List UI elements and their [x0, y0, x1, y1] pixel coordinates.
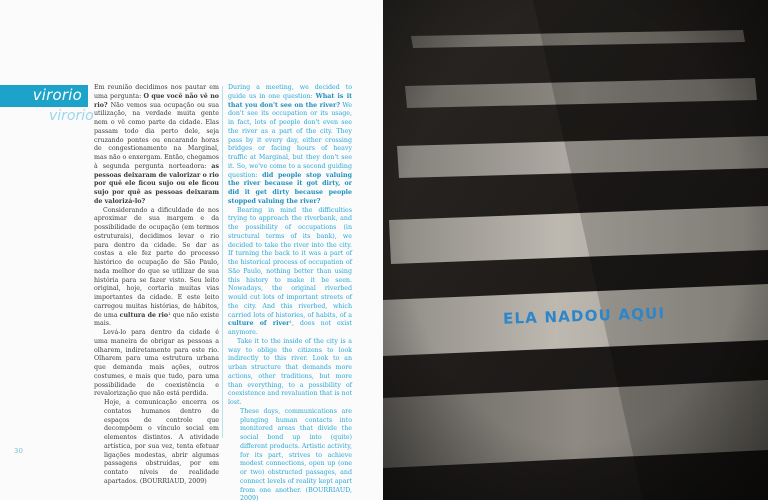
crosswalk-photo [383, 0, 768, 500]
en-paragraph-3: Take it to the inside of the city is a way to oblige the citizens to look indirectly to this river. Look to an urban structure that demands more actions, other traditions, but more than everything, to a possibility of coexistence and revaluation that is not lost. [228, 337, 353, 406]
section-title-bar [0, 85, 88, 107]
portuguese-column [94, 84, 219, 487]
en-paragraph-1: During a meeting, we decided to guide us in one question: What is it that you don't see on the river? We don't see its occupation or its usage, in fact, lots of people don't even see the river as a part of the city. They pass by it every day, either crossing bridges or facing hours of heavy traffic at Marginal, but they don't see it. So, we've come to a second guiding question: did people stop valuing the river because it got dirty, or did it get dirty because people stopped valuing the river? [228, 84, 353, 205]
page-number: 30 [14, 447, 23, 455]
english-column [228, 84, 352, 504]
section-title-echo: virorio [49, 108, 94, 124]
pt-block-quote: Hoje, a comunicação encerra os contatos humanos dentro de espaços de controle que decompõem o vínculo social em elementos distintos. A atividade artística, por sua vez, tenta efetuar ligações modestas, abrir algumas passagens obstruídas, por em contato níveis de realidade apartados. (BOURRIAUD, 2009) [104, 399, 219, 485]
vignette [383, 0, 768, 500]
en-paragraph-2: Bearing in mind the difficulties trying to approach the riverbank, and the possibility of occupations (in structural terms of its bank), we decided to take the river into the city. If turning the back to it was a part of the historical process of occupation of São Paulo, nothing better than using this history to make it be seen. Nowadays, the original riverbed would cut lots of important streets of the city. And this riverbed, which carried lots of histories, of habits, of a culture of river¹, does not exist anymore. [228, 206, 352, 336]
pt-paragraph-2: Considerando a dificuldade de nos aproximar de sua margem e da possibilidade de ocupação (em termos estruturais), decidimos levar o rio para dentro da cidade. Se dar as costas a ele fez parte do processo histórico de ocupação de São Paulo, nada melhor do que se utilizar de sua história para se fazer visto. Seu leito original, hoje, cortaria muitas vias importantes da cidade. E este leito carregou muitas histórias, de hábitos, de uma cultura de rio¹ que não existe mais. [94, 206, 219, 328]
pt-paragraph-1: Em reunião decidimos nos pautar em uma pergunta: O que você não vê no rio? Não vemos sua ocupação ou sua utilização, na verdade muita gente nem o vê como parte da cidade. Elas passam todo dia perto dele, seja cruzando pontes ou encarando horas de congestionamento na Marginal, mas não o enxergam. Então, chegamos à segunda pergunta norteadora: as pessoas deixaram de valorizar o rio por quê ele ficou sujo ou ele ficou sujo por quê as pessoas deixaram de valorizá-lo? [94, 84, 219, 205]
pt-paragraph-3: Levá-lo para dentro da cidade é uma maneira de obrigar as pessoas a olharem, indiretamente para este rio. Olharem para uma estrutura urbana que demanda mais ações, outros costumes, e mais que tudo, para uma possibilidade de coexistência e revalorização que não está perdida. [94, 329, 219, 398]
section-title: virorio [32, 86, 82, 104]
column-divider [222, 86, 223, 438]
en-block-quote: These days, communications are plunging human contacts into monitored areas that divide the social bond up into (quite) different products. Artistic activity, for its part, strives to achieve modest connections, open up (one or two) obstructed passages, and connect levels of reality kept apart from one another. (BOURRIAUD, 2009) [240, 407, 352, 503]
